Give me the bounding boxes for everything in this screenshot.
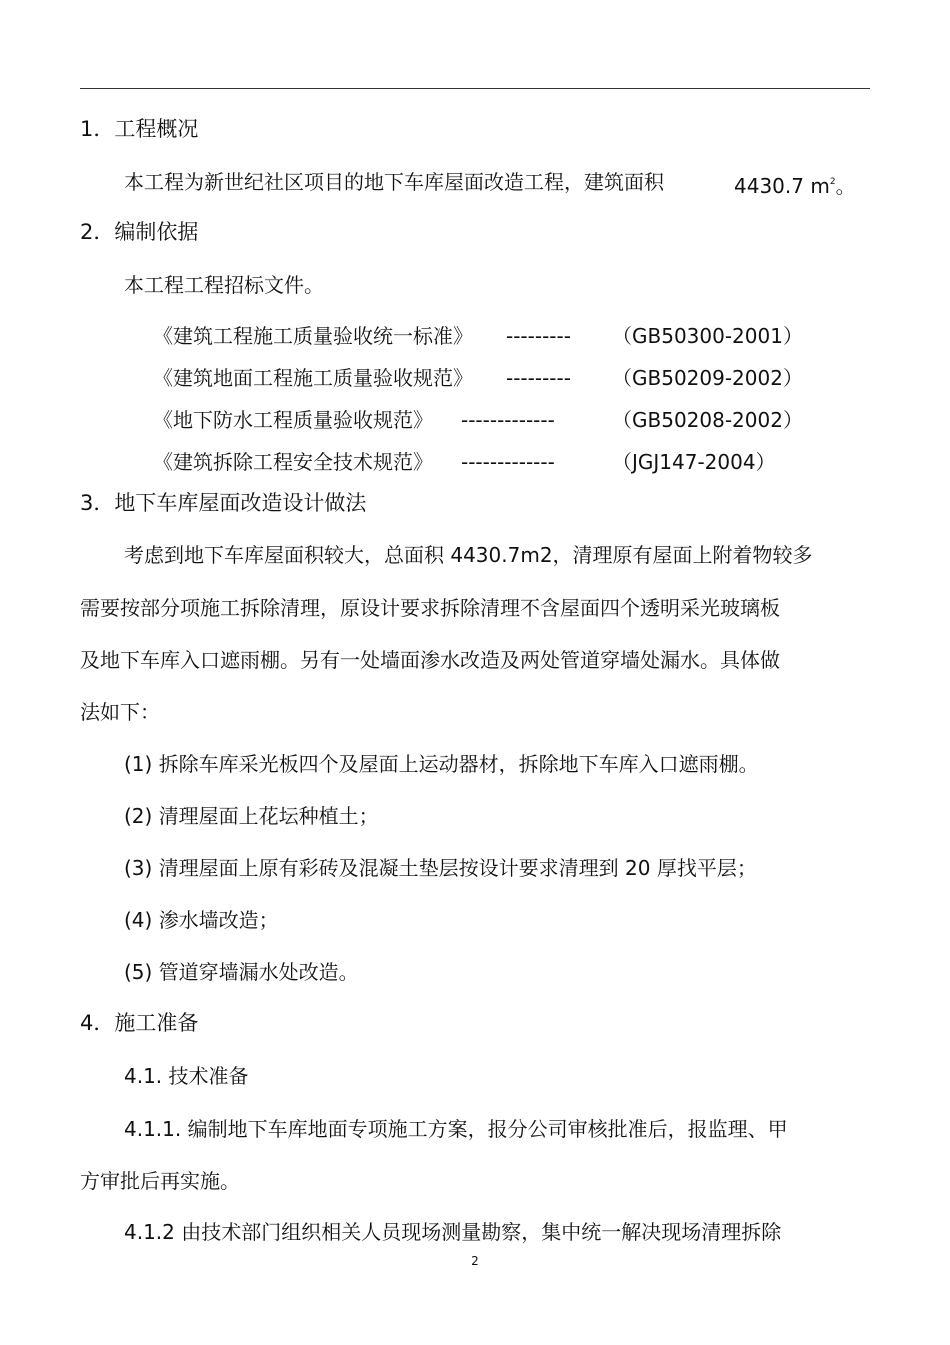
reference-item xyxy=(153,366,473,390)
section-title: 地下车库屋面改造设计做法 xyxy=(114,491,367,515)
reference-item xyxy=(153,408,433,432)
section-2-heading xyxy=(80,220,198,244)
header-rule xyxy=(80,88,870,89)
section-title: 施工准备 xyxy=(114,1011,199,1035)
section-1-heading xyxy=(80,117,198,141)
area-value xyxy=(734,170,856,198)
area-number: 4430.7 xyxy=(734,174,804,198)
list-item: (1) 拆除车库采光板四个及屋面上运动器材，拆除地下车库入口遮雨棚。 xyxy=(124,752,759,776)
page-number: 2 xyxy=(471,1254,479,1268)
paragraph-line: 4.1.2 由技术部门组织相关人员现场测量勘察，集中统一解决现场清理拆除 xyxy=(124,1220,782,1244)
list-item: (3) 清理屋面上原有彩砖及混凝土垫层按设计要求清理到 20 厚找平层； xyxy=(124,856,757,880)
reference-code: （GB50208-2002） xyxy=(612,408,803,432)
reference-name: 《建筑地面工程施工质量验收规范》 xyxy=(153,366,473,390)
reference-code: （JGJ147-2004） xyxy=(612,450,776,474)
subsection-heading: 4.1. 技术准备 xyxy=(124,1064,249,1088)
list-item: (5) 管道穿墙漏水处改造。 xyxy=(124,960,359,984)
reference-name: 《建筑工程施工质量验收统一标准》 xyxy=(153,324,473,348)
section-number: 4． xyxy=(80,1011,115,1035)
area-unit-sup: 2 xyxy=(829,177,836,187)
paragraph-line: 及地下车库入口遮雨棚。另有一处墙面渗水改造及两处管道穿墙处漏水。具体做 xyxy=(80,648,780,672)
reference-item xyxy=(153,324,473,348)
section-title: 工程概况 xyxy=(114,117,199,141)
reference-dash: --------- xyxy=(506,366,571,390)
section-title: 编制依据 xyxy=(114,220,199,244)
reference-code: （GB50300-2001） xyxy=(612,324,803,348)
section-number: 1． xyxy=(80,117,115,141)
reference-dash: ------------- xyxy=(461,408,555,432)
paragraph-line: 法如下： xyxy=(80,700,160,724)
paragraph-line: 4.1.1. 编制地下车库地面专项施工方案，报分公司审核批准后，报监理、甲 xyxy=(124,1117,788,1141)
section-number: 3． xyxy=(80,491,115,515)
area-unit: m xyxy=(810,174,830,198)
section-4-heading xyxy=(80,1011,198,1035)
list-item: (2) 清理屋面上花坛种植土； xyxy=(124,804,379,828)
section-1-text xyxy=(124,170,664,194)
reference-dash: --------- xyxy=(506,324,571,348)
list-item: (4) 渗水墙改造； xyxy=(124,908,279,932)
paragraph-line: 考虑到地下车库屋面积较大，总面积 4430.7m2，清理原有屋面上附着物较多 xyxy=(124,543,813,567)
reference-name: 《建筑拆除工程安全技术规范》 xyxy=(153,450,433,474)
section-number: 2． xyxy=(80,220,115,244)
section-2-text: 本工程工程招标文件。 xyxy=(124,273,324,297)
section-3-heading xyxy=(80,491,366,515)
reference-name: 《地下防水工程质量验收规范》 xyxy=(153,408,433,432)
sentence-end: 。 xyxy=(835,174,856,198)
paragraph-text: 本工程为新世纪社区项目的地下车库屋面改造工程，建筑面积 xyxy=(124,170,664,194)
reference-item xyxy=(153,450,433,474)
paragraph-line: 需要按部分项施工拆除清理，原设计要求拆除清理不含屋面四个透明采光玻璃板 xyxy=(80,596,780,620)
paragraph-line: 方审批后再实施。 xyxy=(80,1169,240,1193)
reference-code: （GB50209-2002） xyxy=(612,366,803,390)
reference-dash: ------------- xyxy=(461,450,555,474)
